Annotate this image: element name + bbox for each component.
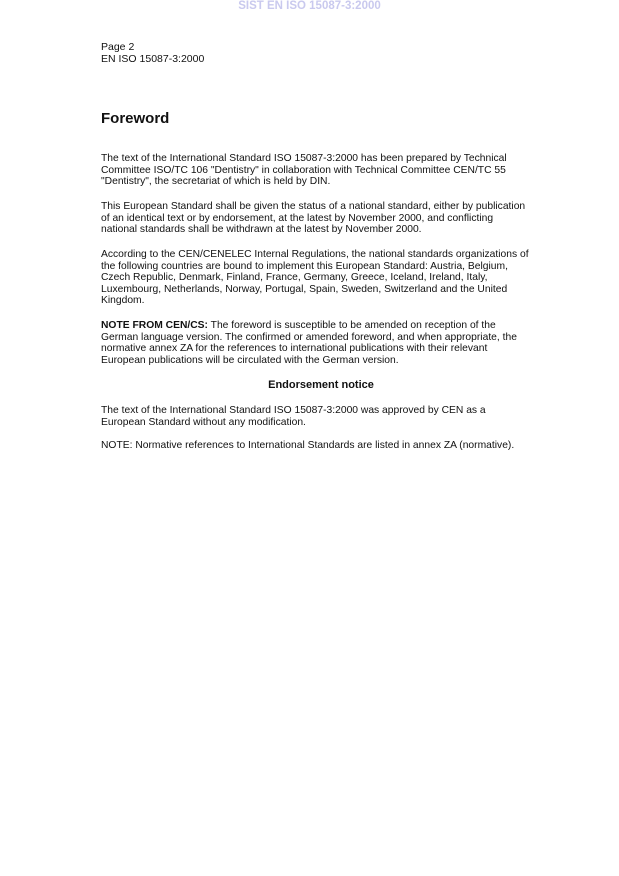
text-line: European Standard without any modification. xyxy=(101,416,306,428)
paragraph-2 xyxy=(101,201,551,236)
text-line: This European Standard shall be given the status of a national standard, either by publication xyxy=(101,201,526,212)
text-line: The text of the International Standard ISO 15087-3:2000 has been prepared by Technical xyxy=(101,153,507,164)
text-line: "Dentistry", the secretariat of which is held by DIN. xyxy=(101,176,331,188)
text-line: Luxembourg, Netherlands, Norway, Portugal, Spain, Sweden, Switzerland and the United xyxy=(101,283,508,295)
text-line: European publications will be circulated with the German version. xyxy=(101,354,399,366)
text-line: Kingdom. xyxy=(101,295,145,307)
text-line: The foreword is susceptible to be amended on reception of the xyxy=(207,320,496,331)
text-line: Czech Republic, Denmark, Finland, France, Germany, Greece, Iceland, Ireland, Italy, xyxy=(101,272,488,284)
normative-note xyxy=(101,440,551,452)
note-label: NOTE FROM CEN/CS: xyxy=(101,320,208,331)
text-line: The text of the International Standard ISO 15087-3:2000 was approved by CEN as a xyxy=(101,405,486,416)
text-line: normative annex ZA for the references to international publications with their relevant xyxy=(101,343,488,355)
endorsement-heading: Endorsement notice xyxy=(268,379,374,391)
text-line: the following countries are bound to implement this European Standard: Austria, Belgium, xyxy=(101,260,508,272)
text-line: German language version. The confirmed or amended foreword, and when appropriate, the xyxy=(101,331,517,343)
endorsement-text xyxy=(101,405,551,428)
text-line: Committee ISO/TC 106 "Dentistry" in collaboration with Technical Committee CEN/TC 55 xyxy=(101,164,506,176)
paragraph-3 xyxy=(101,249,551,307)
text-line: NOTE: Normative references to International Standards are listed in annex ZA (normative). xyxy=(101,440,515,451)
paragraph-1 xyxy=(101,153,551,188)
note-from-cen xyxy=(101,320,551,366)
watermark: SIST EN ISO 15087-3:2000 xyxy=(238,0,381,12)
text-line: According to the CEN/CENELEC Internal Regulations, the national standards organizations of xyxy=(101,249,529,260)
text-line: of an identical text or by endorsement, at the latest by November 2000, and conflicting xyxy=(101,212,494,224)
text-line: national standards shall be withdrawn at the latest by November 2000. xyxy=(101,224,422,236)
page-number: Page 2 xyxy=(101,41,135,53)
document-id: EN ISO 15087-3:2000 xyxy=(101,53,205,65)
page-title: Foreword xyxy=(101,110,170,127)
